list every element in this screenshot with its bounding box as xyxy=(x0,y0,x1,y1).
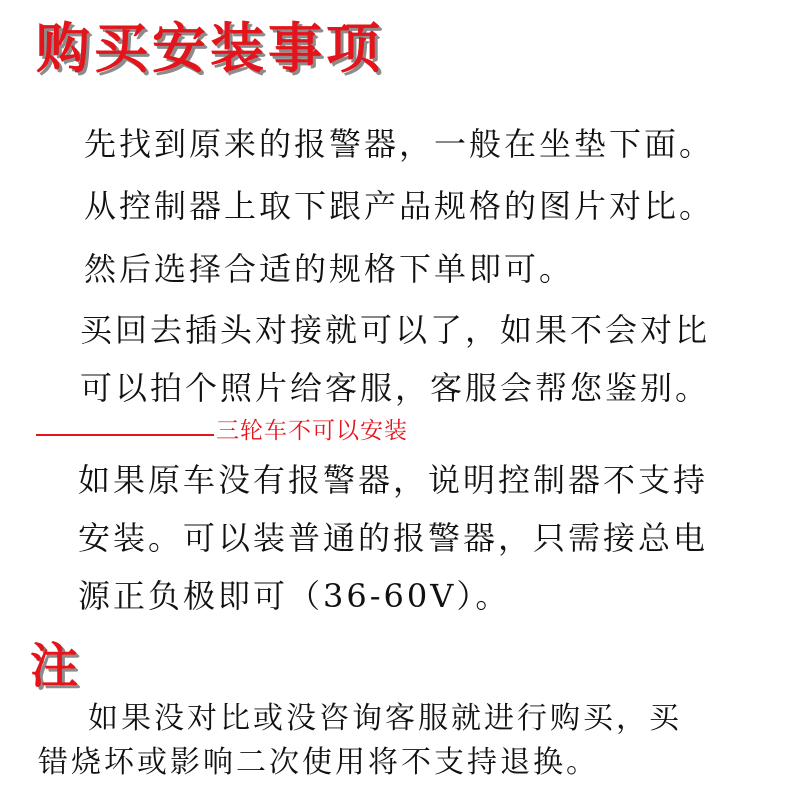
no-alarm-line-3: 源正负极即可（36-60V）。 xyxy=(78,577,511,615)
instruction-line-4: 买回去插头对接就可以了，如果不会对比 xyxy=(80,311,711,349)
note-line-1: 如果没对比或没咨询客服就进行购买，买 xyxy=(88,701,682,736)
instruction-line-5: 可以拍个照片给客服，客服会帮您鉴别。 xyxy=(80,369,711,407)
warning-text: 三轮车不可以安装 xyxy=(216,418,408,444)
page-title: 购买安装事项 xyxy=(36,17,384,80)
warning-divider xyxy=(36,434,214,436)
no-alarm-line-1: 如果原车没有报警器，说明控制器不支持 xyxy=(78,461,709,499)
instruction-line-2: 从控制器上取下跟产品规格的图片对比。 xyxy=(84,187,715,225)
instruction-line-3: 然后选择合适的规格下单即可。 xyxy=(84,250,575,288)
note-line-2: 错烧坏或影响二次使用将不支持退换。 xyxy=(38,745,599,780)
instruction-line-1: 先找到原来的报警器，一般在坐垫下面。 xyxy=(84,125,715,163)
note-label: 注 xyxy=(30,638,79,694)
warning-row xyxy=(36,420,496,450)
no-alarm-line-2: 安装。可以装普通的报警器，只需接总电 xyxy=(78,519,709,557)
